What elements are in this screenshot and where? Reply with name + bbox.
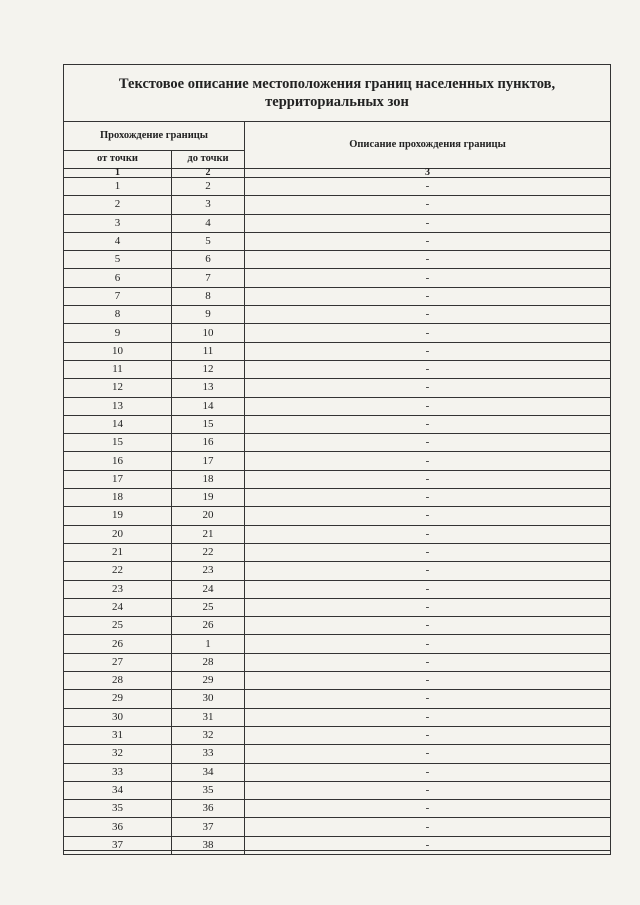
to-point-cell: 20 (172, 507, 245, 525)
table-row (64, 635, 611, 653)
table-row (64, 434, 611, 452)
from-point-cell: 29 (64, 690, 172, 708)
table-row (64, 397, 611, 415)
description-cell: - (245, 178, 611, 196)
from-point-cell: 36 (64, 818, 172, 836)
table-row (64, 745, 611, 763)
description-cell: - (245, 507, 611, 525)
to-point-cell: 14 (172, 397, 245, 415)
table-row (64, 525, 611, 543)
description-cell: - (245, 379, 611, 397)
from-point-cell: 22 (64, 562, 172, 580)
table-row (64, 818, 611, 836)
to-point-cell: 31 (172, 708, 245, 726)
description-cell: - (245, 415, 611, 433)
to-point-cell: 32 (172, 726, 245, 744)
from-point-cell: 7 (64, 287, 172, 305)
to-point-cell: 9 (172, 306, 245, 324)
description-cell: - (245, 672, 611, 690)
table-row (64, 196, 611, 214)
to-point-cell: 23 (172, 562, 245, 580)
from-point-cell: 16 (64, 452, 172, 470)
from-point-cell: 5 (64, 251, 172, 269)
table-row (64, 342, 611, 360)
to-point-cell: 18 (172, 470, 245, 488)
table-row (64, 598, 611, 616)
from-point-cell: 21 (64, 543, 172, 561)
description-cell: - (245, 690, 611, 708)
to-point-cell: 26 (172, 617, 245, 635)
from-point-cell: 23 (64, 580, 172, 598)
description-cell: - (245, 360, 611, 378)
table-row (64, 836, 611, 854)
from-point-cell: 30 (64, 708, 172, 726)
table-row (64, 287, 611, 305)
column-number: 1 (64, 169, 172, 178)
from-point-cell: 33 (64, 763, 172, 781)
table-row (64, 324, 611, 342)
table-row (64, 562, 611, 580)
description-cell: - (245, 580, 611, 598)
description-cell: - (245, 635, 611, 653)
from-point-cell: 26 (64, 635, 172, 653)
description-cell: - (245, 434, 611, 452)
header-from-point: от точки (64, 151, 172, 169)
from-point-cell: 17 (64, 470, 172, 488)
table-row (64, 507, 611, 525)
to-point-cell: 35 (172, 781, 245, 799)
table-row (64, 800, 611, 818)
description-cell: - (245, 232, 611, 250)
to-point-cell: 11 (172, 342, 245, 360)
description-cell: - (245, 818, 611, 836)
from-point-cell: 3 (64, 214, 172, 232)
from-point-cell: 32 (64, 745, 172, 763)
description-cell: - (245, 617, 611, 635)
from-point-cell: 1 (64, 178, 172, 196)
table-row (64, 580, 611, 598)
table-row (64, 178, 611, 196)
to-point-cell: 36 (172, 800, 245, 818)
description-cell: - (245, 470, 611, 488)
description-cell: - (245, 836, 611, 854)
from-point-cell: 19 (64, 507, 172, 525)
table-row (64, 306, 611, 324)
from-point-cell: 15 (64, 434, 172, 452)
from-point-cell: 34 (64, 781, 172, 799)
to-point-cell: 8 (172, 287, 245, 305)
document-title: Текстовое описание местоположения границ населенных пунктов, территориальных зон (64, 65, 611, 122)
description-cell: - (245, 306, 611, 324)
table-row (64, 781, 611, 799)
description-cell: - (245, 324, 611, 342)
from-point-cell: 31 (64, 726, 172, 744)
description-cell: - (245, 598, 611, 616)
from-point-cell: 35 (64, 800, 172, 818)
description-cell: - (245, 653, 611, 671)
description-cell: - (245, 708, 611, 726)
table-row (64, 415, 611, 433)
table-body (64, 178, 611, 855)
from-point-cell: 12 (64, 379, 172, 397)
table-row (64, 360, 611, 378)
to-point-cell: 21 (172, 525, 245, 543)
header-boundary-passage: Прохождение границы (64, 122, 245, 151)
to-point-cell: 4 (172, 214, 245, 232)
from-point-cell: 10 (64, 342, 172, 360)
header-to-point: до точки (172, 151, 245, 169)
to-point-cell: 30 (172, 690, 245, 708)
from-point-cell: 18 (64, 489, 172, 507)
from-point-cell: 24 (64, 598, 172, 616)
table-row (64, 269, 611, 287)
description-cell: - (245, 397, 611, 415)
table-row (64, 708, 611, 726)
to-point-cell: 19 (172, 489, 245, 507)
to-point-cell: 33 (172, 745, 245, 763)
from-point-cell: 4 (64, 232, 172, 250)
header-description: Описание прохождения границы (245, 122, 611, 169)
to-point-cell: 13 (172, 379, 245, 397)
to-point-cell: 17 (172, 452, 245, 470)
description-cell: - (245, 562, 611, 580)
bottom-rule (63, 850, 610, 851)
to-point-cell: 16 (172, 434, 245, 452)
to-point-cell: 10 (172, 324, 245, 342)
to-point-cell: 1 (172, 635, 245, 653)
from-point-cell: 28 (64, 672, 172, 690)
to-point-cell: 25 (172, 598, 245, 616)
description-cell: - (245, 342, 611, 360)
description-cell: - (245, 452, 611, 470)
table-row (64, 763, 611, 781)
description-cell: - (245, 269, 611, 287)
from-point-cell: 25 (64, 617, 172, 635)
table-row (64, 489, 611, 507)
from-point-cell: 6 (64, 269, 172, 287)
to-point-cell: 2 (172, 178, 245, 196)
table-row (64, 543, 611, 561)
to-point-cell: 7 (172, 269, 245, 287)
to-point-cell: 3 (172, 196, 245, 214)
table-row (64, 617, 611, 635)
to-point-cell: 29 (172, 672, 245, 690)
from-point-cell: 37 (64, 836, 172, 854)
description-cell: - (245, 214, 611, 232)
table-head (64, 65, 611, 178)
to-point-cell: 24 (172, 580, 245, 598)
to-point-cell: 37 (172, 818, 245, 836)
table-row (64, 452, 611, 470)
table-row (64, 653, 611, 671)
from-point-cell: 9 (64, 324, 172, 342)
to-point-cell: 22 (172, 543, 245, 561)
from-point-cell: 27 (64, 653, 172, 671)
from-point-cell: 8 (64, 306, 172, 324)
table-row (64, 690, 611, 708)
table-row (64, 672, 611, 690)
boundary-description-table (63, 64, 611, 855)
from-point-cell: 11 (64, 360, 172, 378)
table-row (64, 214, 611, 232)
table-row (64, 726, 611, 744)
description-cell: - (245, 800, 611, 818)
description-cell: - (245, 489, 611, 507)
to-point-cell: 6 (172, 251, 245, 269)
header-row-group (64, 122, 611, 151)
description-cell: - (245, 251, 611, 269)
to-point-cell: 15 (172, 415, 245, 433)
table-row (64, 232, 611, 250)
from-point-cell: 2 (64, 196, 172, 214)
to-point-cell: 5 (172, 232, 245, 250)
title-row (64, 65, 611, 122)
description-cell: - (245, 543, 611, 561)
table-row (64, 470, 611, 488)
description-cell: - (245, 745, 611, 763)
description-cell: - (245, 196, 611, 214)
from-point-cell: 20 (64, 525, 172, 543)
column-number: 3 (245, 169, 611, 178)
table-row (64, 379, 611, 397)
column-number-row (64, 169, 611, 178)
from-point-cell: 13 (64, 397, 172, 415)
description-cell: - (245, 726, 611, 744)
to-point-cell: 12 (172, 360, 245, 378)
table-row (64, 251, 611, 269)
description-cell: - (245, 525, 611, 543)
to-point-cell: 38 (172, 836, 245, 854)
description-cell: - (245, 781, 611, 799)
from-point-cell: 14 (64, 415, 172, 433)
description-cell: - (245, 763, 611, 781)
to-point-cell: 28 (172, 653, 245, 671)
description-cell: - (245, 287, 611, 305)
column-number: 2 (172, 169, 245, 178)
to-point-cell: 34 (172, 763, 245, 781)
